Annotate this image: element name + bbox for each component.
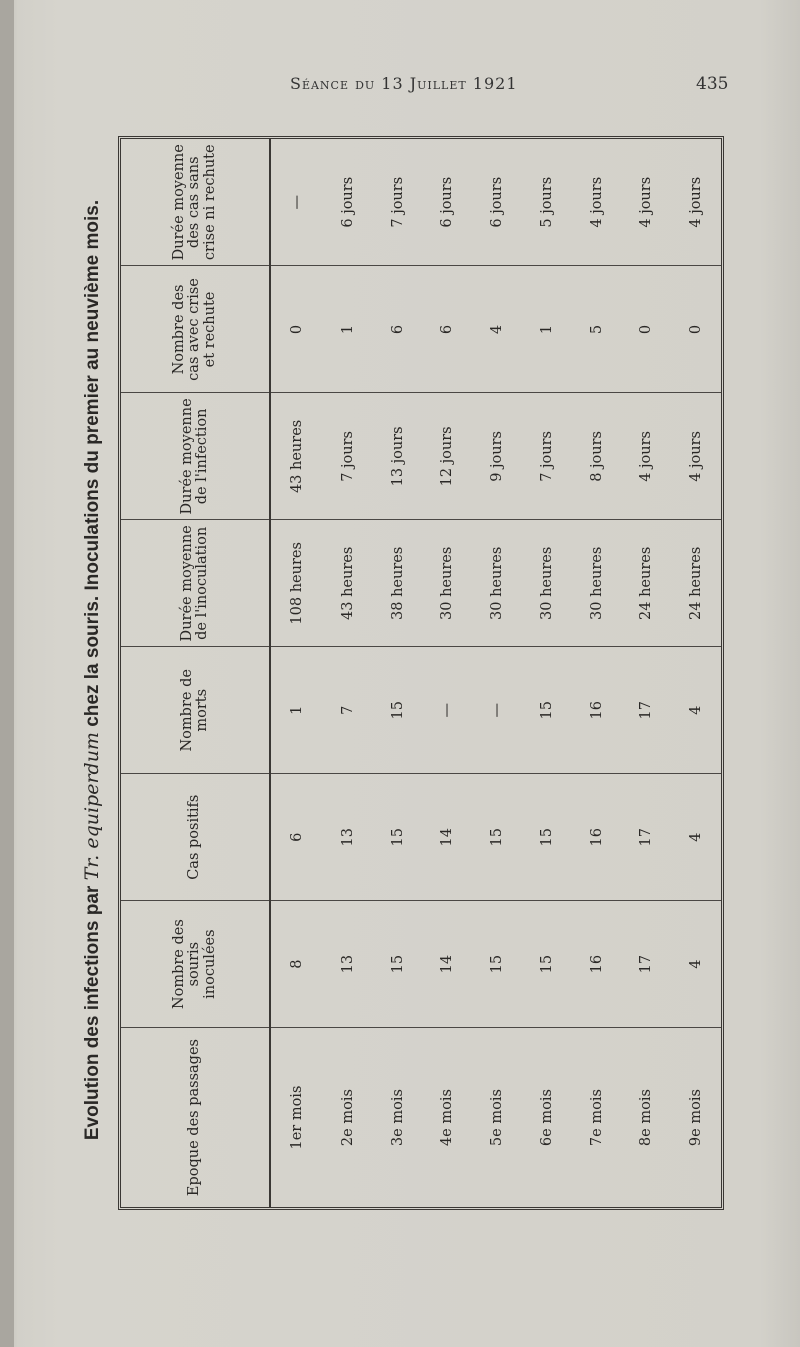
table-cell: 43 heures [323,520,373,647]
table-cell: 2e mois [323,1028,373,1207]
table-cell: 16 [572,647,622,774]
table-cell: 15 [472,774,522,901]
table-cell: 1 [323,266,373,393]
page-number: 435 [696,74,729,94]
table-cell: 13 [323,901,373,1028]
table-cell: 3e mois [373,1028,423,1207]
table-cell: 0 [671,266,721,393]
table-cell: 6 jours [439,176,456,228]
table-cell: 30 heures [472,520,522,647]
table-cell: 6 jours [489,176,505,228]
table-cell: 15 [522,647,572,774]
table-cell: 7 jours [522,393,572,520]
table-row [472,139,522,1207]
header-row [121,139,270,1207]
table-cell: 17 [621,647,671,774]
table-cell: 16 [572,901,622,1028]
table-cell: — [472,647,522,774]
table-cell: 15 [373,901,423,1028]
table-cell: 4 jours [671,393,721,520]
table-cell: 8e mois [621,1028,671,1207]
table-cell: 4 jours [638,176,655,228]
table-title-species: Tr. equiperdum [81,732,103,881]
page-gutter [0,0,14,1347]
column-header: Durée moyenne de l'infection [121,393,270,520]
column-header: Epoque des passages [121,1028,270,1207]
table-cell: 17 [621,901,671,1028]
table-row [522,139,572,1207]
table-cell: 4 [671,647,721,774]
table-cell: 0 [270,266,323,393]
table-frame [118,136,724,1210]
table-cell: 5e mois [472,1028,522,1207]
column-header: Nombre des souris inoculées [121,901,270,1028]
rotated-table-block [70,130,732,1210]
table-cell: 6 [373,266,423,393]
table-cell: 7e mois [572,1028,622,1207]
column-header: Cas positifs [121,774,270,901]
table-cell: 6 [422,266,472,393]
table-cell: 15 [373,647,423,774]
table-cell: 4 [472,266,522,393]
table-cell: 7 [323,647,373,774]
column-header: Nombre de morts [121,647,270,774]
column-header: Nombre des cas avec crise et rechute [121,266,270,393]
table-cell: — [422,647,472,774]
table-cell: 1 [270,647,323,774]
table-cell: 7 jours [389,176,406,228]
table-cell: 4 jours [621,393,671,520]
table-cell: 14 [422,774,472,901]
table-cell: 6e mois [522,1028,572,1207]
table-cell: 6 [270,774,323,901]
running-title: Séance du 13 Juillet 1921 [290,74,518,93]
table-cell: 4e mois [422,1028,472,1207]
table-row [422,139,472,1207]
table-row [373,139,423,1207]
table-cell: 4 jours [588,176,605,228]
table-cell: 8 [270,901,323,1028]
table-cell: 7 jours [323,393,373,520]
table-cell: 5 [572,266,622,393]
table-cell: 14 [422,901,472,1028]
table-cell: 12 jours [422,393,472,520]
table-cell: 108 heures [270,520,323,647]
table-cell: 15 [472,901,522,1028]
table-cell: 1 [522,266,572,393]
table-cell: 17 [621,774,671,901]
infection-table [121,139,721,1207]
table-cell: 30 heures [422,520,472,647]
table-cell: 9e mois [671,1028,721,1207]
table-cell: 6 jours [339,176,356,228]
table-cell: 4 [671,901,721,1028]
table-cell: 13 [323,774,373,901]
table-cell: — [288,195,305,210]
table-cell: 0 [621,266,671,393]
table-cell: 38 heures [373,520,423,647]
table-cell: 43 heures [270,393,323,520]
table-row [270,139,323,1207]
table-cell: 24 heures [621,520,671,647]
table-cell: 30 heures [572,520,622,647]
table-cell: 9 jours [472,393,522,520]
table-row [323,139,373,1207]
table-cell: 15 [522,774,572,901]
table-cell: 13 jours [373,393,423,520]
table-cell: 30 heures [522,520,572,647]
column-header: Durée moyenne de l'inoculation [121,520,270,647]
table-cell: 4 [671,774,721,901]
table-title [70,130,114,1210]
table-cell: 24 heures [671,520,721,647]
table-cell: 15 [522,901,572,1028]
table-cell: 5 jours [538,176,555,228]
table-row [572,139,622,1207]
table-cell: 4 jours [688,176,705,228]
table-cell: 15 [373,774,423,901]
table-row [671,139,721,1207]
column-header: Durée moyenne des cas sans crise ni rechute [121,139,270,266]
table-cell: 8 jours [572,393,622,520]
table-title-prefix: Evolution des infections par [82,880,103,1141]
table-title-suffix: chez la souris. Inoculations du premier au neuvième mois. [82,199,103,733]
table-row [621,139,671,1207]
table-cell: 1er mois [270,1028,323,1207]
table-cell: 16 [572,774,622,901]
